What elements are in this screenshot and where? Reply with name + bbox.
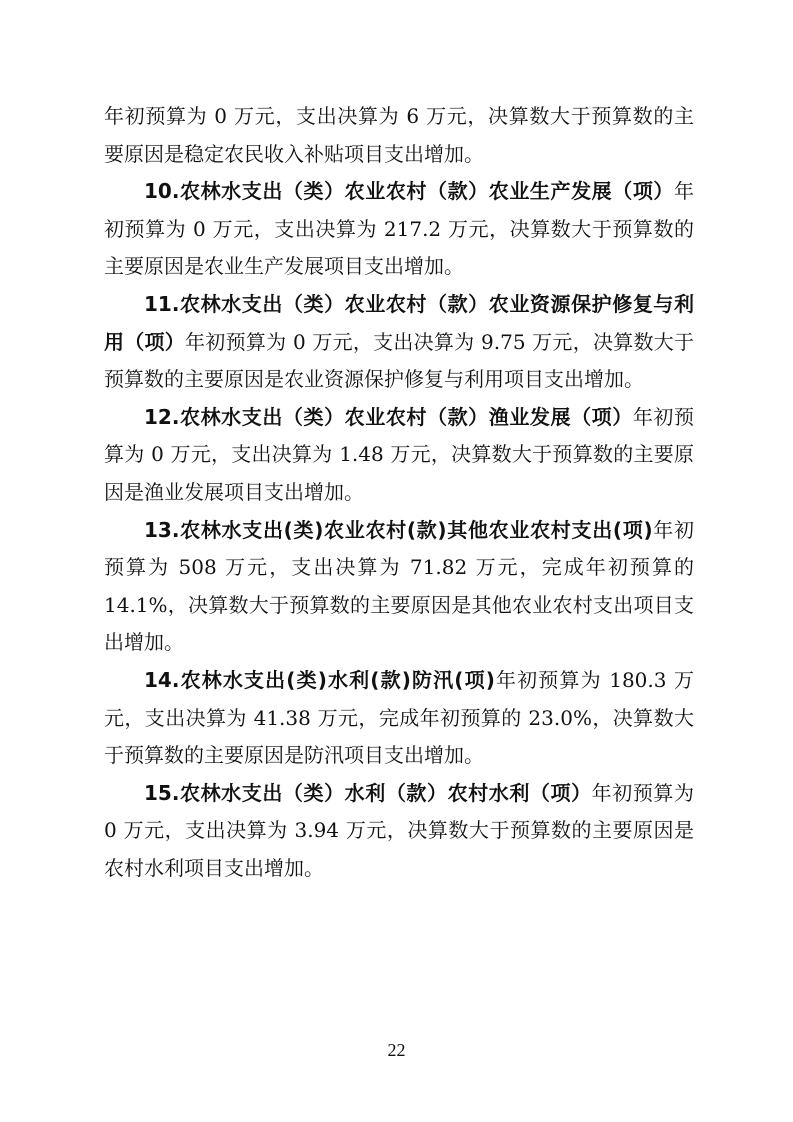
paragraph-text: 年初预算为 508 万元，支出决算为 71.82 万元，完成年初预算的 14.1%，决算数大于预算数的主要原因是其他农业农村支出项目支出增加。 [104,517,695,655]
paragraph-text: 年初预算为 0 万元，支出决算为 9.75 万元，决算数大于预算数的主要原因是农业资源保护修复与利用项目支出增加。 [104,329,694,392]
page-number: 22 [387,1040,406,1060]
paragraph-text: 年初预算为 0 万元，支出决算为 1.48 万元，决算数大于预算数的主要原因是渔业发展项目支出增加。 [104,404,694,504]
document-body [104,98,694,887]
paragraph-15 [104,775,694,888]
paragraph-11 [104,286,694,399]
paragraph-heading: 15.农林水支出（类）水利（款）农村水利（项） [144,780,592,805]
paragraph-9-continued [104,98,694,173]
paragraph-14 [104,662,694,775]
paragraph-heading: 10.农林水支出（类）农业农村（款）农业生产发展（项） [144,179,674,204]
paragraph-heading: 11.农林水支出（类）农业农村（款）农业资源保护修复与利用（项） [104,291,694,354]
paragraph-10 [104,173,694,286]
paragraph-text: 年初预算为 0 万元，支出决算为 6 万元，决算数大于预算数的主要原因是稳定农民收入补贴项目支出增加。 [104,104,694,166]
paragraph-13 [104,512,694,662]
paragraph-heading: 14.农林水支出(类)水利(款)防汛(项) [144,667,495,692]
paragraph-text: 年初预算为 0 万元，支出决算为 217.2 万元，决算数大于预算数的主要原因是农业生产发展项目支出增加。 [104,179,694,279]
paragraph-text: 年初预算为 0 万元，支出决算为 3.94 万元，决算数大于预算数的主要原因是农村水利项目支出增加。 [104,780,695,880]
paragraph-heading: 12.农林水支出（类）农业农村（款）渔业发展（项） [144,404,633,429]
paragraph-12 [104,399,694,512]
paragraph-heading: 13.农林水支出(类)农业农村(款)其他农业农村支出(项) [144,517,653,542]
paragraph-text: 年初预算为 180.3 万元，支出决算为 41.38 万元，完成年初预算的 23.0%，决算数大于预算数的主要原因是防汛项目支出增加。 [104,667,694,768]
